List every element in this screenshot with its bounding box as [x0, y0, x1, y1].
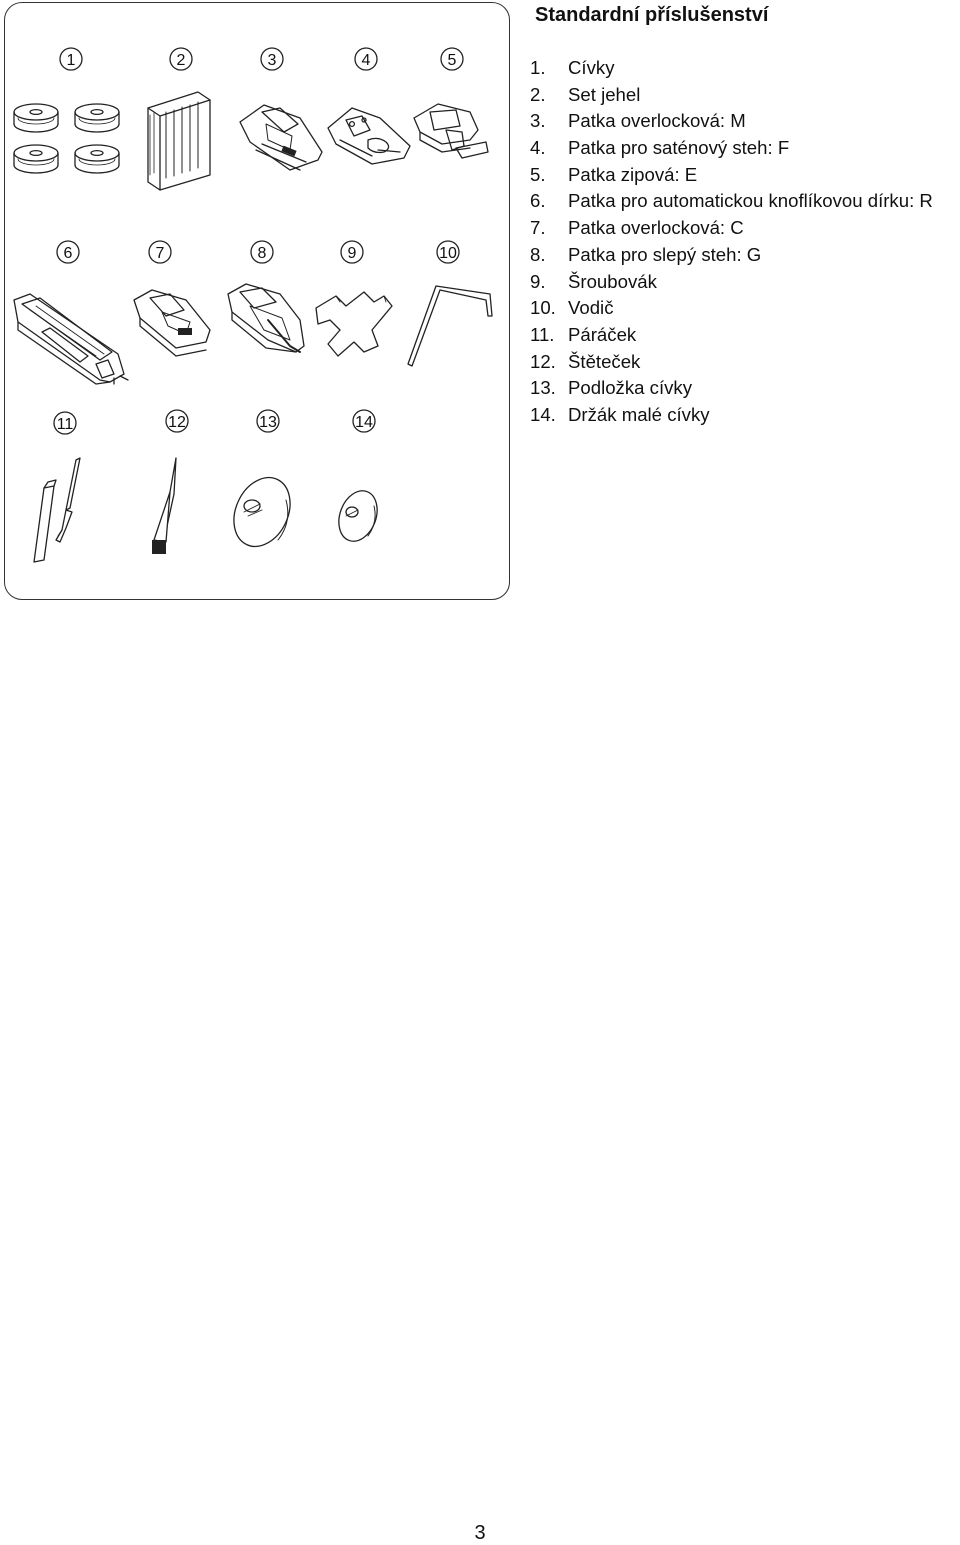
svg-text:2: 2	[176, 52, 186, 69]
callout-3	[261, 48, 283, 70]
accessories-illustration	[0, 0, 512, 602]
bobbins-drawing	[14, 104, 119, 173]
callout-8	[251, 241, 273, 263]
callout-12	[166, 410, 188, 432]
svg-text:3: 3	[267, 52, 277, 69]
callout-9	[341, 241, 363, 263]
svg-text:5: 5	[447, 52, 457, 69]
svg-text:10: 10	[439, 245, 457, 262]
page-title: Standardní příslušenství	[535, 4, 769, 26]
needle-set-drawing	[148, 92, 210, 190]
callout-4	[355, 48, 377, 70]
callout-2	[170, 48, 192, 70]
callout-6	[57, 241, 79, 263]
callout-5	[441, 48, 463, 70]
overlock-foot-c-drawing	[134, 290, 210, 356]
zipper-foot-e-drawing	[414, 104, 488, 158]
list-item: 4. Patka pro saténový steh: F	[530, 137, 790, 159]
callout-1	[60, 48, 82, 70]
overlock-foot-m-drawing	[240, 105, 322, 170]
list-item: 10. Vodič	[530, 297, 614, 319]
list-item: 1. Cívky	[530, 57, 615, 78]
spool-pad-drawing	[223, 468, 301, 555]
svg-text:14: 14	[355, 414, 373, 431]
svg-text:1: 1	[66, 52, 76, 69]
svg-text:13: 13	[259, 414, 277, 431]
seam-ripper-drawing	[34, 458, 80, 562]
svg-text:6: 6	[63, 245, 73, 262]
svg-text:8: 8	[257, 245, 267, 262]
small-spool-holder-drawing	[332, 485, 384, 546]
svg-text:11: 11	[56, 416, 74, 433]
list-item: 12. Štěteček	[530, 350, 641, 372]
accessories-list	[530, 55, 933, 429]
list-item: 6. Patka pro automatickou knoflíkovou dírku: R	[530, 190, 933, 212]
callout-11	[54, 412, 76, 434]
list-item: 9. Šroubovák	[530, 270, 657, 292]
satin-foot-f-drawing	[328, 108, 410, 164]
callout-7	[149, 241, 171, 263]
callout-13	[257, 410, 279, 432]
list-item: 7. Patka overlocková: C	[530, 217, 744, 239]
list-item: 13. Podložka cívky	[530, 377, 693, 399]
list-item: 8. Patka pro slepý steh: G	[530, 243, 762, 265]
list-item: 11. Páráček	[530, 323, 637, 345]
list-item: 3. Patka overlocková: M	[530, 110, 746, 132]
svg-text:9: 9	[347, 245, 357, 262]
svg-text:7: 7	[155, 245, 165, 262]
page-number: 3	[474, 1522, 486, 1544]
svg-text:4: 4	[361, 52, 371, 69]
list-item: 14. Držák malé cívky	[530, 403, 710, 425]
blind-stitch-foot-g-drawing	[228, 284, 304, 352]
buttonhole-foot-r-drawing	[14, 294, 128, 384]
lint-brush-drawing	[152, 458, 176, 554]
guide-drawing	[408, 286, 492, 366]
callout-14	[353, 410, 375, 432]
list-item: 2. Set jehel	[530, 83, 641, 105]
screwdriver-drawing	[316, 292, 392, 356]
callout-10	[437, 241, 459, 263]
list-item: 5. Patka zipová: E	[530, 163, 698, 185]
svg-text:12: 12	[168, 414, 186, 431]
